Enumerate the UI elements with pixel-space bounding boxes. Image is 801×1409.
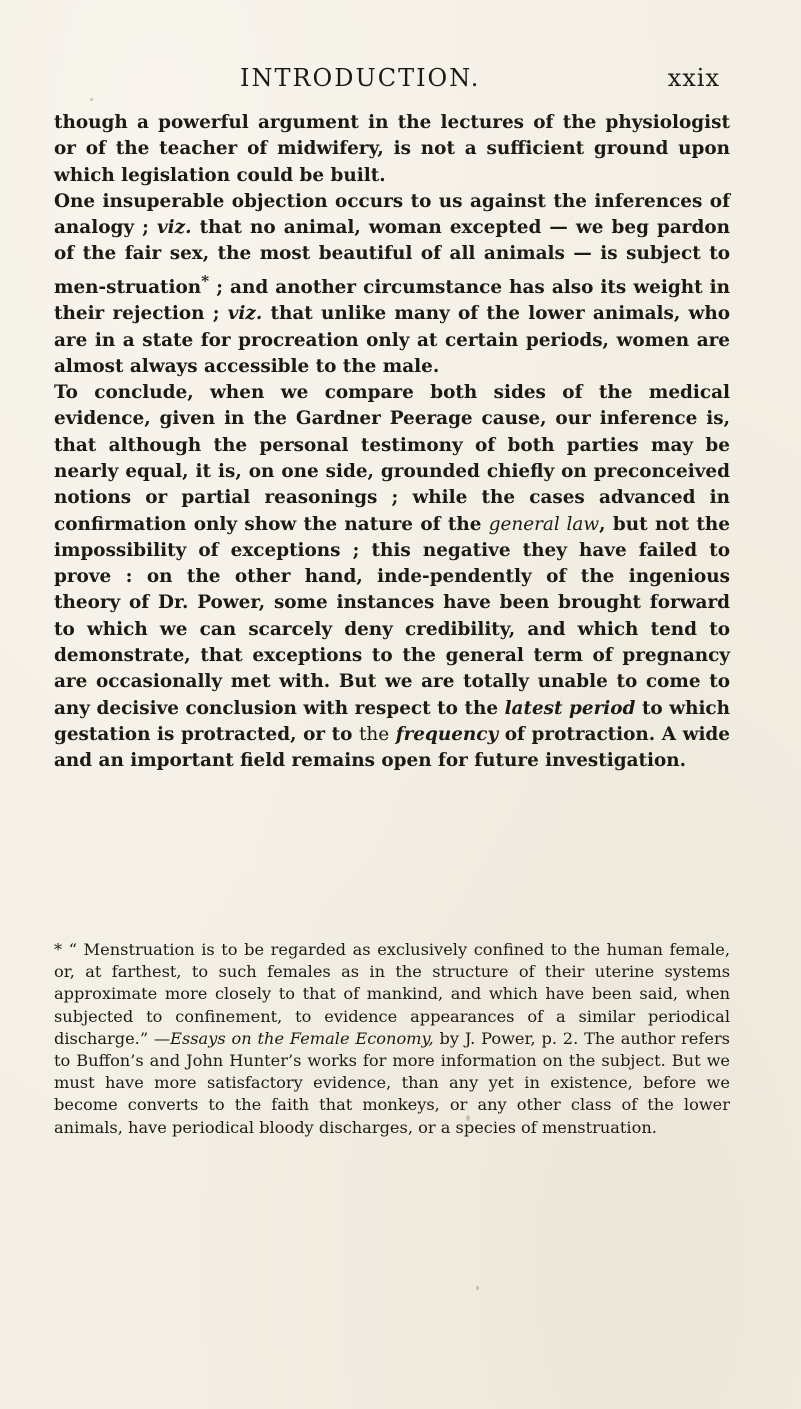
footnote-text-a: * “ Menstruation is to be regarded as exclusively confined to the human female, or, at farthest, to such females as in the structure of their uterine systems approximate more closely to that of mankind, and which have been said, when subjected to confinement, to evidence appearances of a similar periodical discharge.” — bbox=[54, 940, 730, 1048]
frequency-italic: frequency bbox=[395, 723, 499, 745]
viz-italic-2: viz. bbox=[227, 303, 263, 325]
running-head bbox=[240, 64, 720, 98]
paragraph-1-text: though a powerful argument in the lectures of the physiologist or of the teacher of midwifery, is not a sufficient ground upon which legislation could be built. bbox=[54, 112, 730, 186]
viz-italic-1: viz. bbox=[157, 217, 192, 239]
paragraph-3-text-e: of protraction. A wide and an important field remains open for future investigation. bbox=[54, 723, 730, 772]
general-law-italic: general law bbox=[488, 513, 600, 535]
paragraph-2-text-a: One insuperable objection occurs to us against the inferences of analogy ; bbox=[54, 190, 730, 239]
latest-period-italic: latest period bbox=[504, 697, 636, 719]
paragraph-3 bbox=[54, 380, 730, 774]
footnote bbox=[54, 939, 730, 1139]
running-title: INTRODUCTION. bbox=[240, 64, 481, 92]
paragraph-3-space bbox=[389, 724, 396, 745]
paragraph-2-text-b: that no animal, woman excepted — we beg pardon of the fair sex, the most beautiful of all animals — is subject to men-struation bbox=[54, 217, 730, 298]
page-number: xxix bbox=[667, 64, 720, 92]
paper-speck bbox=[476, 1286, 479, 1290]
footnote-paragraph bbox=[54, 939, 730, 1139]
paragraph-3-text-c: to which gestation is protracted, or to bbox=[54, 697, 730, 745]
paper-speck bbox=[90, 98, 93, 101]
paper-speck bbox=[466, 1115, 470, 1121]
the-word: the bbox=[358, 723, 390, 745]
footnote-text-b: by J. Power, p. 2. The author refers to Buffon’s and John Hunter’s works for more information on the subject. But we must have more satisfactory evidence, than any yet in existence, before we become converts to the faith that monkeys, or any other class of the lower animals, have periodical bloody discharges, or a species of menstruation. bbox=[54, 1028, 730, 1137]
footnote-book-title: Essays on the Female Economy, bbox=[170, 1028, 434, 1048]
paragraph-2 bbox=[54, 189, 730, 380]
paragraph-2-text-d: that unlike many of the lower animals, who are in a state for procreation only at certain periods, women are almost always accessible to the male. bbox=[54, 303, 730, 377]
body-text bbox=[54, 110, 730, 775]
paragraph-3-text-b: , but not the impossibility of exceptions ; this negative they have failed to prove : on the other hand, inde-pendently of the ingenious theory of Dr. Power, some instances have been brought forward to which we can scarcely deny credibility, and which tend to demonstrate, that exceptions to the general term of pregnancy are occasionally met with. But we are totally unable to come to any decisive conclusion with respect to the bbox=[54, 513, 730, 719]
paragraph-3-text-a: To conclude, when we compare both sides of the medical evidence, given in the Gardner Peerage cause, our inference is, that although the personal testimony of both parties may be nearly equal, it is, on one side, grounded chiefly on preconceived notions or partial reasonings ; while the cases advanced in confirmation only show the nature of the bbox=[54, 382, 730, 535]
paragraph-2-text-c: ; and another circumstance has also its weight in their rejection ; bbox=[54, 276, 730, 325]
footnote-marker[interactable]: * bbox=[201, 271, 210, 290]
paragraph-1 bbox=[54, 110, 730, 189]
